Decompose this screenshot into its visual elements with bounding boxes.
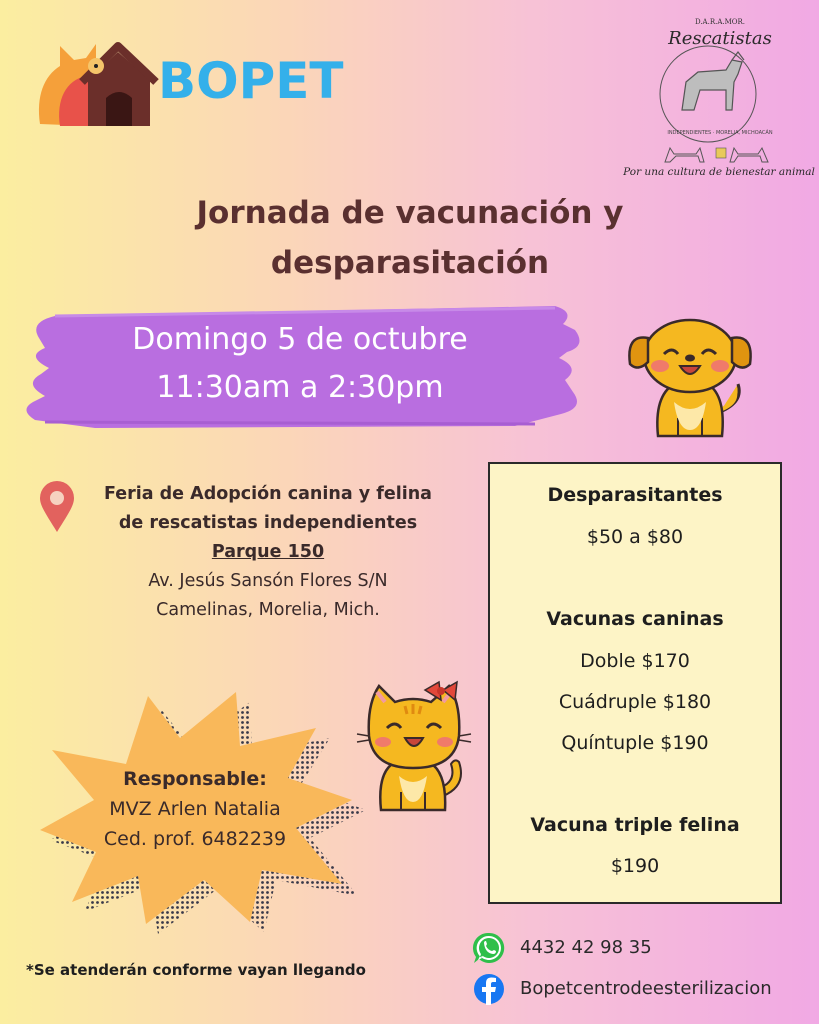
deworming-title: Desparasitantes [547, 484, 723, 506]
event-location [78, 480, 458, 625]
facebook-icon[interactable] [472, 972, 506, 1006]
location-address1: Av. Jesús Sansón Flores S/N [148, 571, 388, 591]
event-title-line1: Jornada de vacunación y [196, 195, 624, 231]
responsible-info [70, 764, 320, 854]
badge-organization-name: D.A.R.A.MOR. [694, 18, 746, 26]
location-park: Parque 150 [211, 542, 325, 562]
badge-title: Rescatistas [668, 28, 772, 49]
event-time: 11:30am a 2:30pm [156, 370, 444, 405]
event-title-line2: desparasitación [270, 245, 550, 281]
feline-vaccine-title: Vacuna triple felina [530, 814, 740, 836]
facebook-page-link[interactable]: Bopetcentrodeesterilizacion [520, 978, 772, 999]
date-banner [15, 298, 585, 433]
price-list-box [488, 462, 782, 904]
phone-number[interactable]: 4432 42 98 35 [520, 937, 652, 958]
attendance-note: *Se atenderán conforme vayan llegando [26, 961, 366, 979]
event-title [110, 188, 710, 288]
deworming-price: $50 a $80 [586, 526, 684, 548]
event-date: Domingo 5 de octubre [132, 322, 468, 357]
kitten-illustration [355, 676, 475, 816]
responsible-label: Responsable: [123, 768, 267, 790]
puppy-illustration [620, 312, 760, 444]
canine-vaccine-item: Quíntuple $190 [561, 732, 709, 754]
canine-vaccine-item: Doble $170 [580, 650, 690, 672]
badge-subtitle: INDEPENDIENTES · MORELIA, MICHOACÁN [667, 130, 773, 136]
location-line1: Feria de Adopción canina y felina [104, 484, 432, 504]
location-address2: Camelinas, Morelia, Mich. [156, 600, 380, 620]
badge-motto: Por una cultura de bienestar animal [623, 166, 815, 178]
canine-vaccine-item: Cuádruple $180 [558, 691, 712, 713]
whatsapp-icon[interactable] [472, 931, 506, 965]
responsible-name: MVZ Arlen Natalia [109, 798, 281, 820]
bopet-wordmark: BOPET [158, 52, 344, 110]
feline-vaccine-price: $190 [610, 855, 660, 877]
location-pin-icon [38, 480, 76, 534]
canine-vaccines-title: Vacunas caninas [546, 608, 724, 630]
responsible-license: Ced. prof. 6482239 [103, 828, 287, 850]
location-line2: de rescatistas independientes [118, 513, 418, 533]
